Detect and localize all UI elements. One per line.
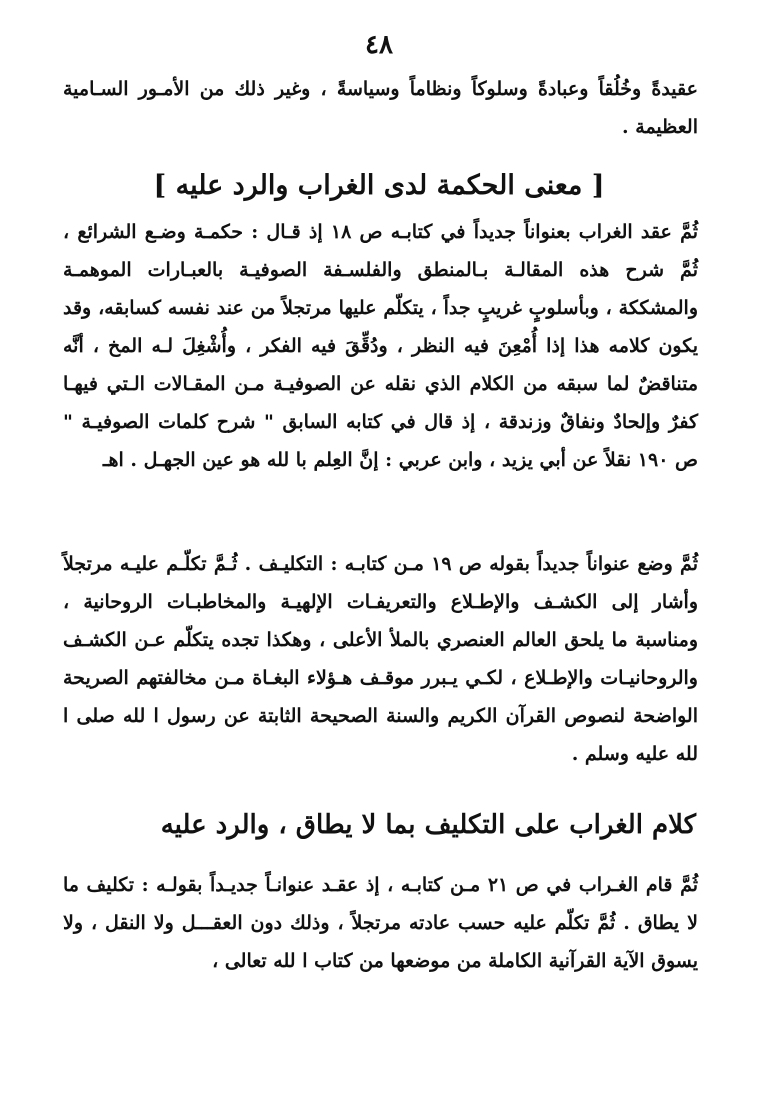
paragraph-wisdom: ثُمَّ عقد الغراب بعنواناً جديداً في كتابـه ص ١٨ إذ قـال : حكمـة وضـع الشرائع ، ثُمَّ شرح هذه المقالـة بـالمنطق والفلسـفة الصوفيـة بالعبـارات الموهمـة والمشككة ، وبأسلوبٍ غريبٍ جداً ، يتكلّم عليها مرتجلاً من عند نفسه كسابقه، وقد يكون كلامه هذا إذا أُمْعِنَ فيه النظر ، ودُقِّقَ فيه الفكر ، وأُشْغِلَ لـه المخ ، أنَّه متناقضٌ لما سبقه من الكلام الذي نقله عن الصوفيـة مـن المقـالات الـتي فيهـا كفرٌ وإلحادٌ ونفاقٌ وزندقة ، إذ قال في كتابه السابق " شرح كلمات الصوفيـة " ص ١٩٠ نقلاً عن أبي يزيد ، وابن عربي : إنَّ العِلم با لله هو عين الجهـل . اهـ [63, 221, 699, 471]
paragraph-intro: عقيدةً وخُلُقاً وعبادةً وسلوكاً ونظاماً وسياسةً ، وغير ذلك من الأمـور السـامية العظيمة . [63, 78, 698, 138]
section-heading-impossible-obligation: كلام الغراب على التكليف بما لا يطاق ، والرد عليه [160, 810, 696, 840]
page-number: ٤٨ [365, 30, 393, 60]
paragraph-obligation: ثُمَّ وضع عنواناً جديداً بقوله ص ١٩ مـن كتابـه : التكليـف . ثُـمَّ تكلّـم عليـه مرتجلاً وأشار إلى الكشـف والإطـلاع والتعريفـات الإلهيـة والمخاطبـات الروحانية ، ومناسبة ما يلحق العالم العنصري بالملأ الأعلى ، وهكذا تجده يتكلّم عـن الكشـف والروحانيـات والإطـلاع ، لكـي يـبرر موقـف هـؤلاء البغـاة مـن مخالفتهم الصريحة الواضحة لنصوص القرآن الكريم والسنة الصحيحة الثابتة عن رسول ا لله صلى ا لله عليه وسلم . [63, 553, 698, 765]
paragraph-impossible-obligation: ثُمَّ قام الغـراب في ص ٢١ مـن كتابـه ، إذ عقـد عنوانـاً جديـداً بقولـه : تكليف ما لا يطاق . ثُمَّ تكلّم عليه حسب عادته مرتجلاً ، وذلك دون العقـــل ولا النقل ، ولا يسوق الآية القرآنية الكاملة من موضعها من كتاب ا لله تعالى ، [63, 874, 699, 972]
section-heading-wisdom: [ معنى الحكمة لدى الغراب والرد عليه ] [153, 170, 605, 201]
